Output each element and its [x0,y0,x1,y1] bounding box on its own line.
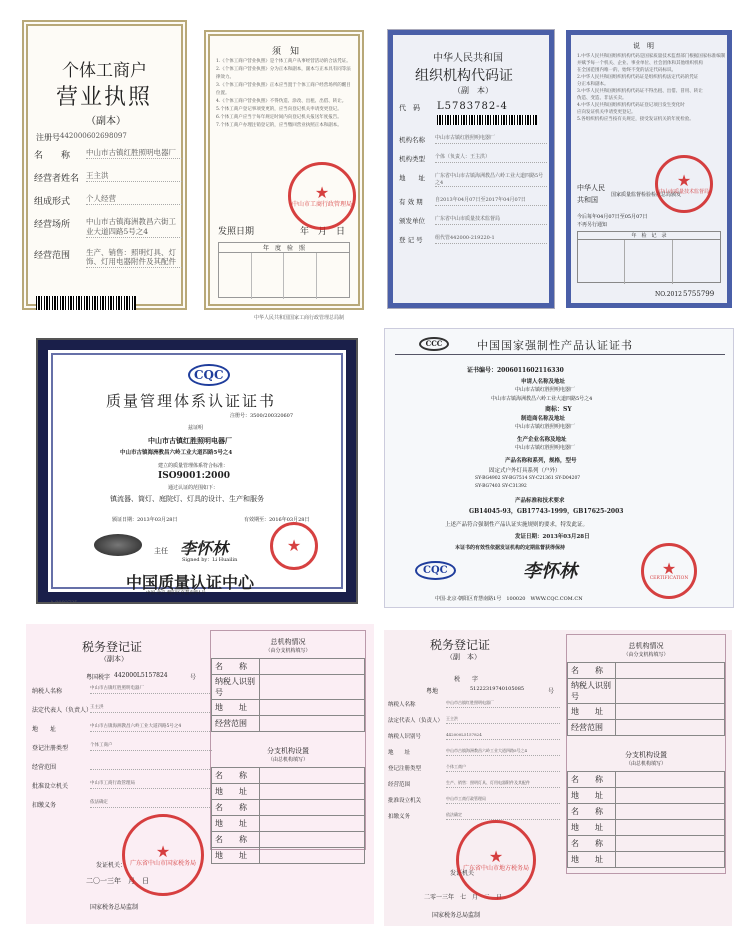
field-label: 纳税人名称 [388,702,416,708]
field-label: 地 址 [388,750,411,756]
field-row [32,743,212,752]
field-value: 王主洪 [90,705,212,713]
issuer-2: 共和国 [577,196,598,204]
field-value: 中山市古镇海洲教昌六岭工业大道四路5号之4 [90,724,212,732]
tax-no-suffix: 号 [190,674,197,681]
iso-org-name: 中国质量认证中心 [126,573,255,592]
ccc-models: SY-BG4902 SY-BG7514 SY-C21361 SY-D04207 [475,476,581,481]
field-row [388,732,560,740]
license-title-1: 个体工商户 [62,61,147,81]
tax-left-page [384,630,564,926]
table-row [212,716,365,732]
field-label: 法定代表人（负责人） [388,718,444,724]
field-label: 法定代表人（负责人） [32,707,93,714]
table-cell-value [260,800,365,816]
table-row [212,675,365,700]
table-cell-label: 名 称 [568,663,616,679]
notice-line: 5.个体工商户登记事项变更的，应当向登记机关申请变更登记。 [216,107,342,112]
notice-line: 2.《个体工商户营业执照》分为正本和副本，副本与正本具有同等法律效力。 [216,67,351,80]
table-cell-label: 名 称 [568,772,616,788]
field-value: 个体（负责人：王主洪） [435,154,547,163]
tax-issuer: 发证机关： [96,862,127,869]
table-cell-label: 名 称 [212,800,260,816]
ccc-standards: GB14045-93，GB17743-1999，GB17625-2003 [469,508,624,515]
tax-issuer: 发证机关 [450,870,475,877]
table-cell-value [616,772,725,788]
table-cell-value [260,768,365,784]
notice-line: 并赋予每一个机关、企业、事业单位、社会团体和其他组织机构 [577,61,703,66]
field-label: 地 址 [399,174,425,182]
iso-emblem-icon [94,534,142,556]
field-row [34,171,182,184]
tax-no: 442000L5157824 [114,672,168,679]
field-label: 颁发单位 [399,217,425,225]
tax-no-prefix: 粤地 [426,688,439,695]
iso-proof: 兹证明 [188,425,204,431]
table-cell-label: 名 称 [568,804,616,820]
field-value: 广东省中山市古镇海洲教昌六岭工业大道四路5号之4 [435,173,547,187]
field-value: 个体工商户 [446,764,560,772]
iso-sign-label: 主任 [154,547,168,555]
iso-issue: 颁证日期：2013年03月28日 [112,517,178,523]
field-label: 机构名称 [399,136,425,144]
tax-cert-national [26,624,374,924]
table-cell-value [616,788,725,804]
field-label: 批准设立机关 [32,783,69,790]
notice-line: 7.个体工商户办理注销登记的，应当缴回营业执照正本和副本。 [216,123,342,128]
annual-check-table: 年 度 验 照 [218,242,350,298]
field-value: 依法确定 [90,800,212,808]
table-row [568,804,725,820]
org-code-front [388,30,554,308]
field-value: 中山市古镇红胜照明电器厂 [446,700,560,708]
notice-line: 伪造、变造、非法买卖。 [577,96,627,101]
ccc-certificate [384,328,734,608]
tax-title: 税务登记证 [82,640,143,654]
tax-date: 二〇一三年 月 日 [86,877,149,885]
table-cell-value [260,675,365,700]
official-seal: ★ [270,522,318,570]
field-value: 中山市工商行政管理局 [90,781,212,789]
business-license-front [22,20,187,310]
iso-signed-by: Signed by：Li Huailin [182,557,238,563]
tax-sub: （副 本） [446,653,481,661]
tax-date: 二零一三年 七 月 二 日 [424,894,503,901]
table-cell-value [616,679,725,704]
iso-address: 中山市古镇海洲教昌六岭工业大道四路5号之4 [120,450,233,456]
iso-line-1: 建立的质量管理体系符合标准： [158,463,229,469]
reg-no: 442000602698097 [60,132,127,140]
field-value: 中山市古镇红胜照明电器厂 [90,686,212,694]
table-cell-value [260,848,365,864]
notice-title: 须 知 [272,47,300,57]
table-cell-label: 地 址 [568,852,616,868]
table-cell-label: 名 称 [568,836,616,852]
ccc-maker: 中山市古镇红胜照明电器厂 [515,424,576,430]
table-cell-label: 地 址 [568,820,616,836]
license-footer: 中华人民共和国国家工商行政管理总局制 [254,315,345,321]
ccc-header: 中国国家强制性产品认证证书 [477,339,633,352]
field-row [399,235,547,244]
field-row [34,194,182,207]
notice-line: 3.《个体工商户营业执照》正本应当置于个体工商户经营场所的醒目位置。 [216,83,351,96]
table-cell-value [616,820,725,836]
notice-line: 5.各组织机构应当按有关规定，接受发证机关的年度检验。 [577,117,694,122]
notice-line: 6.个体工商户应当于每年规定时间内向登记机关报送年度报告。 [216,115,342,120]
field-label: 登记注册类型 [32,745,69,752]
org-code-panel [388,30,732,310]
table-row [212,784,365,800]
notice-line: 4.中华人民共和国组织机构代码证登记项目发生变化时 [577,103,685,108]
tax-no-suffix: 号 [548,688,555,695]
field-row [34,148,182,161]
field-value: 中山市古镇红胜照明电器厂 [86,148,182,159]
field-label: 纳税人名称 [32,688,63,695]
field-label: 经营场所 [34,220,71,230]
table-cell-value [260,716,365,732]
field-row [32,781,212,790]
table-row [568,836,725,852]
field-label: 经营范围 [32,764,57,771]
barcode [36,296,136,310]
table-cell-label: 纳税人识别号 [212,675,260,700]
notice-line: 应向发证机关申请变更登记。 [577,110,636,115]
table-cell-value [260,816,365,832]
official-seal: ★ CERTIFICATION [641,543,697,599]
tax-footer: 国家税务总局监制 [432,912,481,919]
field-row [388,700,560,708]
table-cell-label: 名 称 [212,659,260,675]
field-row [32,762,212,771]
table-cell-value [616,804,725,820]
field-label: 名 称 [34,151,71,161]
reg-no-label: 注册号 [36,133,60,142]
official-seal: ★ 广东省中山市国家税务局 [122,814,204,896]
annual-check-grid: 年 检 记 录 [577,231,721,283]
ccc-models-2: SY-BG7403 SY-C31392 [475,484,527,489]
ccc-cqc-logo: CQC [415,561,456,580]
table-row [568,820,725,836]
field-row [399,154,547,163]
iso-scope: 镇流器、筒灯、庭院灯、灯具的设计、生产和服务 [110,495,264,503]
ccc-factory-label: 生产企业名称及地址 [517,437,567,443]
org-code: L5783782-4 [437,101,508,112]
field-label: 扣缴义务 [388,814,411,820]
field-value: 自2013年04月07日至2017年04月07日 [435,197,547,206]
license-sub: （副本） [86,116,126,127]
field-row [388,796,560,804]
org-sub: （副 本） [453,86,493,95]
serial: 5755799 [683,290,715,298]
ccc-issue-date: 发证日期：2013年03月28日 [515,534,590,540]
table-row [568,704,725,720]
ccc-applicant: 中山市古镇红胜照明电器厂 [515,387,576,393]
field-label: 扣缴义务 [32,802,57,809]
iso-org-addr: 中国·北京·朝阳区育慧南路1号 [146,591,206,596]
notice-line: 在全国范围内唯一的、始终不变的法定代码标识。 [577,68,676,73]
table-cell-label: 地 址 [568,788,616,804]
field-value: 依法确定 [446,812,560,820]
barcode [437,115,537,125]
field-label: 经营范围 [388,782,411,788]
field-value: 442000L5157824 [446,732,560,740]
tax-footer: 国家税务总局监制 [90,904,139,911]
field-value: 中山市工商行政管理局 [446,796,560,804]
field-label: 有 效 期 [399,198,423,206]
official-seal: ★ 中山市工商行政管理局 [288,162,356,230]
field-value: 王主洪 [446,716,560,724]
ccc-signature: 李怀林 [523,561,577,582]
tax-no-label: 粤国税字 [86,674,111,681]
field-row [32,800,212,809]
table-row [568,788,725,804]
ccc-footer: 中国·北京·朝阳区育慧南路1号 100020 WWW.CQC.COM.CN [435,596,583,602]
field-row [399,216,547,225]
table-cell-value [260,700,365,716]
tax-right-page: 总机构情况 （由分支机构填写） 名 称 纳税人识别号 地 址 经营范围 分支机构设置 （由总机构填写） 名 称 地 址 名 称 地 址 名 称 地 址 [566,634,726,874]
notice-line: 3.中华人民共和国组织机构代码证不得出租、出借、冒用、转让 [577,89,703,94]
table-cell-label: 名 称 [212,832,260,848]
notice-title: 说 明 [633,42,654,50]
field-value: 个体工商户 [90,743,212,751]
field-label: 登记注册类型 [388,766,422,772]
field-value: 中山市古镇海洲教昌六街工业大道四路5号之4 [86,217,182,238]
table-row [568,772,725,788]
field-row [34,248,182,269]
field-row [388,748,560,756]
field-row [388,716,560,724]
table-cell-label: 地 址 [212,848,260,864]
table-cell-label: 地 址 [212,700,260,716]
iso-line-2: 通过认证的范围如下： [168,485,219,491]
issuer-1: 中华人民 [577,184,605,192]
table-row [568,720,725,736]
notice-line: 4.《个体工商户营业执照》不得伪造、涂改、出租、出借、转让。 [216,99,347,104]
field-value: 中山市古镇红胜照明电器厂 [435,135,547,144]
field-value: 王主洪 [86,171,182,182]
field-value: 生产、销售：照明灯具、灯用电器附件及其配件 [446,780,560,788]
code-label: 代 码 [399,104,420,112]
field-label: 纳税人识别号 [388,734,422,740]
official-seal: ★ 广东省中山市地方税务局 [456,820,536,900]
notice-line: 1.《个体工商户营业执照》是个体工商户从事经营活动的合法凭证。 [216,59,351,64]
iso-standard: ISO9001:2000 [158,471,230,481]
notice-line: 分正本和副本。 [577,82,609,87]
field-label: 批准设立机关 [388,798,422,804]
iso-certificate [38,340,356,606]
field-value: 广东省中山市质量技术监督局 [435,216,547,225]
tax-title: 税务登记证 [430,638,491,652]
ccc-logo-icon: CCC [419,337,449,351]
field-label: 经营者姓名 [34,174,80,184]
tax-no: 51222319740105085 [470,686,525,692]
table-cell-label: 地 址 [212,784,260,800]
table-row [568,663,725,679]
ccc-product-label: 产品名称和系列，规格，型号 [505,458,577,464]
ccc-brand: 商标：SY [545,406,572,413]
table-cell-value [260,832,365,848]
table-cell-value [616,836,725,852]
iso-expire: 有效期至：2016年03月28日 [244,517,310,523]
ccc-validity: 本证书的有效性依据发证机构的定期监督获得保持 [455,545,566,551]
business-license-notice [204,30,364,310]
table-cell-value [616,852,725,868]
table-row [212,800,365,816]
table-row [568,679,725,704]
table-cell-label: 经营范围 [212,716,260,732]
org-title-2: 组织机构代码证 [415,68,513,84]
table-row [212,848,365,864]
field-row [32,686,212,695]
table-cell-value [260,784,365,800]
table-row [212,768,365,784]
tax-no-label: 税 字 [454,676,479,683]
field-label: 经营范围 [34,250,71,261]
table-row [212,832,365,848]
table-cell-label: 纳税人识别号 [568,679,616,704]
license-title-2: 营业执照 [56,85,153,110]
field-row [32,705,212,714]
official-seal: ★ 中山市质量技术监督局 [655,155,713,213]
field-value: 个人经营 [86,194,182,205]
check-note: 今后每年04月07日至05月07日 [577,214,648,220]
notice-line: 1.中华人民共和国组织机构代码是国家质量技术监督部门根据国家标准编制 [577,54,726,59]
table-cell-value [616,663,725,679]
field-row [399,197,547,206]
issue-label: 发照日期 [218,227,255,237]
table-cell-label: 名 称 [212,768,260,784]
field-value [90,762,212,770]
field-value: 生产、销售：照明灯具、灯饰、灯用电器附件及其配件 [86,248,182,269]
field-label: 地 址 [32,726,57,733]
iso-reg: 注册号：3500/200320607 [230,413,294,419]
ccc-cert-no: 证书编号：2006011602116330 [467,367,564,374]
ccc-std-label: 产品标准和技术要求 [515,498,565,504]
field-label: 组成形式 [34,197,71,207]
field-row [34,217,182,238]
check-note-2: 不再另行通知 [577,222,608,228]
ccc-statement: 上述产品符合强制性产品认证实施规则的要求，特发此证。 [445,522,589,528]
ccc-applicant-addr: 中山市古镇海洲教昌六岭工业大道四路5号之4 [491,396,593,402]
table-cell-value [616,704,725,720]
ccc-product: 固定式户外灯具系列（户外） [489,468,561,474]
iso-title: 质量管理体系认证证书 [106,392,277,410]
table-row [212,816,365,832]
field-row [388,780,560,788]
field-row [399,173,547,187]
tax-cert-local [384,630,732,926]
issue-date: 年 月 日 [300,227,346,237]
field-value: 中山市古镇海洲教昌六岭工业大道四路5号之4 [446,748,560,756]
iso-signature: 李怀林 [180,539,229,558]
field-value: 组代管442000-219220-1 [435,235,547,244]
table-cell-value [616,720,725,736]
field-row [399,135,547,144]
tax-sub: （副本） [100,655,128,663]
field-label: 机构类型 [399,155,425,163]
field-label: 登 记 号 [399,236,423,244]
table-row [212,659,365,675]
field-row [388,812,560,820]
field-row [388,764,560,772]
iso-serial: A 0092735 [50,600,78,606]
org-title-1: 中华人民共和国 [433,53,503,64]
notice-line: 2.中华人民共和国组织机构代码证是组织机构法定代码的凭证 [577,75,699,80]
table-cell-label: 地 址 [212,816,260,832]
tax-right-page: 总机构情况 （由分支机构填写） 名 称 纳税人识别号 地 址 经营范围 分支机构设置 （由总机构填写） 名 称 地 址 名 称 地 址 名 称 地 址 [210,630,366,850]
table-cell-value [260,659,365,675]
ccc-maker-label: 制造商名称及地址 [521,416,566,422]
cqc-logo: CQC [188,364,230,386]
table-cell-label: 地 址 [568,704,616,720]
ccc-factory: 中山市古镇红胜照明电器厂 [515,445,576,451]
org-code-notice [566,30,732,308]
tax-left-page [26,624,216,924]
issuer-3: 国家质量监督检验检疫总局颁发 [611,192,682,198]
serial-label: NO.2012 [655,291,682,298]
ccc-applicant-label: 申请人名称及地址 [521,379,566,385]
iso-company: 中山市古镇红胜照明电器厂 [148,436,232,445]
field-row [32,724,212,733]
table-row [568,852,725,868]
table-cell-label: 经营范围 [568,720,616,736]
table-row [212,700,365,716]
business-license-panel [22,20,370,320]
